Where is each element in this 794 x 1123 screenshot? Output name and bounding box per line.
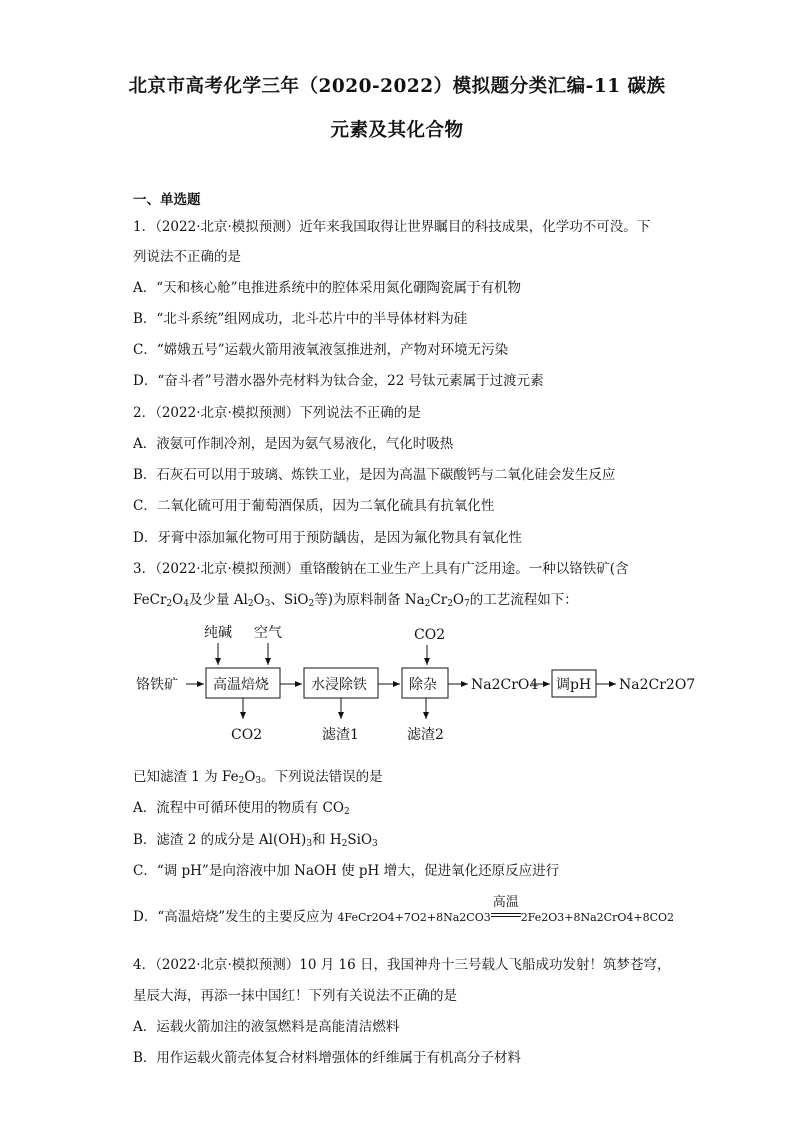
doc-title-line1: 北京市高考化学三年（2020-2022）模拟题分类汇编-11 碳族 xyxy=(128,76,666,97)
input-soda-label: 纯碱 xyxy=(204,625,232,641)
box-leach-label: 水浸除铁 xyxy=(311,677,367,693)
q2-option-b: B．石灰石可以用于玻璃、炼铁工业，是因为高温下碳酸钙与二氧化硅会发生反应 xyxy=(133,467,616,483)
q4-option-b: B．用作运载火箭壳体复合材料增强体的纤维属于有机高分子材料 xyxy=(133,1050,521,1066)
q1-option-b: B．“北斗系统”组网成功，北斗芯片中的半导体材料为硅 xyxy=(133,311,468,327)
output-residue1-label: 滤渣1 xyxy=(322,727,359,743)
q4-stem-line1: 4．（2022·北京·模拟预测）10 月 16 日，我国神舟十三号载人飞船成功发射！筑梦苍穹， xyxy=(133,957,671,973)
q3-option-d-right: 2Fe2O3+8Na2CrO4+8CO2 xyxy=(520,911,675,924)
input-air-label: 空气 xyxy=(254,625,282,641)
q3-known: 已知滤渣 1 为 $Fe_2O_3$。下列说法错误的是 xyxy=(133,769,383,786)
q2-option-d: D．牙膏中添加氟化物可用于预防龋齿，是因为氟化物具有氧化性 xyxy=(133,530,522,546)
doc-title-line2: 元素及其化合物 xyxy=(330,120,464,141)
q1-stem-line1: 1．（2022·北京·模拟预测）近年来我国取得让世界瞩目的科技成果，化学功不可没。下 xyxy=(133,219,651,235)
q1-option-c: C．“嫦娥五号”运载火箭用液氧液氢推进剂，产物对环境无污染 xyxy=(133,342,509,358)
box-purify-label: 除杂 xyxy=(409,677,437,693)
q3-option-d-prefix: D．“高温焙烧”发生的主要反应为 xyxy=(133,909,338,925)
reaction-condition xyxy=(491,895,521,925)
q3-option-a: A．流程中可循环使用的物质有 $CO_2$ xyxy=(133,800,350,817)
q1-option-a: A．“天和核心舱”电推进系统中的腔体采用氮化硼陶瓷属于有机物 xyxy=(133,280,522,296)
q1-option-d: D．“奋斗者”号潜水器外壳材料为钛合金，22 号钛元素属于过渡元素 xyxy=(133,373,544,389)
reaction-condition-label: 高温 xyxy=(492,895,519,910)
box-adjust-ph-label: 调pH xyxy=(556,677,592,693)
box-roast-label: 高温焙烧 xyxy=(213,677,269,693)
q3-option-c: C．“调 pH”是向溶液中加 NaOH 使 pH 增大，促进氧化还原反应进行 xyxy=(133,863,560,879)
q4-stem-line2: 星辰大海，再添一抹中国红！下列有关说法不正确的是 xyxy=(133,988,457,1004)
raw-material-label: 铬铁矿 xyxy=(136,677,178,693)
section-heading: 一、单选题 xyxy=(133,192,201,208)
q2-option-a: A．液氨可作制冷剂，是因为氨气易液化，气化时吸热 xyxy=(133,436,454,452)
q2-option-c: C．二氧化硫可用于葡萄酒保质，因为二氧化硫具有抗氧化性 xyxy=(133,498,495,514)
process-flow-diagram xyxy=(130,615,700,750)
intermediate-label: Na2CrO4 xyxy=(471,677,539,693)
q2-stem: 2．（2022·北京·模拟预测）下列说法不正确的是 xyxy=(133,405,421,421)
q1-stem-line2: 列说法不正确的是 xyxy=(133,249,241,265)
q3-stem-line1: 3．（2022·北京·模拟预测）重铬酸钠在工业生产上具有广泛用途。一种以铬铁矿(含 xyxy=(133,561,629,577)
product-label: Na2Cr2O7 xyxy=(619,677,696,693)
output-residue2-label: 滤渣2 xyxy=(407,727,444,743)
input-co2-label: CO2 xyxy=(414,627,446,643)
q3-option-d-left: 4FeCr2O4+7O2+8Na2CO3 xyxy=(337,911,491,924)
q3-stem-line2: $FeCr_2O_4$及少量 $Al_2O_3$、SiO$_2$等)为原料制备 $Na_2Cr_2O_7$的工艺流程如下： xyxy=(133,592,578,609)
q3-option-d xyxy=(133,895,675,925)
output-co2-label: CO2 xyxy=(231,727,263,743)
q3-option-b: B．滤渣 2 的成分是 $Al(OH)_3$和 $H_2SiO_3$ xyxy=(133,832,378,849)
q4-option-a: A．运载火箭加注的液氢燃料是高能清洁燃料 xyxy=(133,1019,400,1035)
